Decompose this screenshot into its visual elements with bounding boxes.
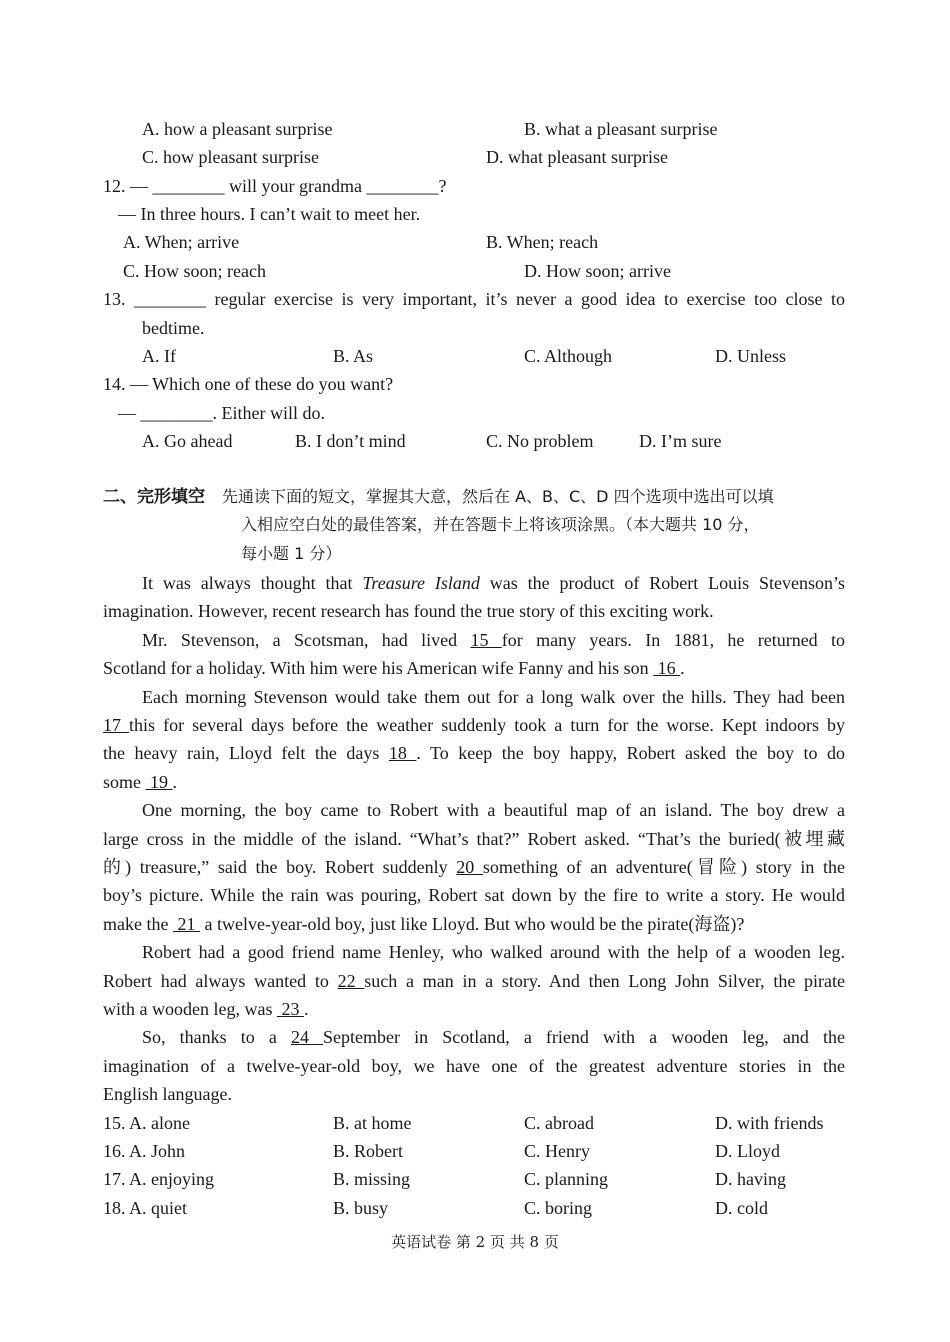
- passage-p2-line1: Mr. Stevenson, a Scotsman, had lived 15 for many years. In 1881, he returned to: [142, 630, 846, 650]
- q12-option-c: C. How soon; reach: [123, 261, 266, 281]
- q15-option-b: B. at home: [333, 1113, 412, 1133]
- page-footer: 英语试卷 第 2 页 共 8 页: [391, 1233, 559, 1251]
- q17-option-c: C. planning: [524, 1169, 608, 1189]
- q12-stem: 12. — ________ will your grandma ________?: [103, 176, 447, 196]
- blank-16: 16: [653, 658, 681, 678]
- q11-option-d: D. what pleasant surprise: [486, 147, 668, 167]
- q12-reply: — In three hours. I can’t wait to meet her.: [118, 204, 421, 224]
- q12-option-d: D. How soon; arrive: [524, 261, 671, 281]
- passage-p3-line2: 17 this for several days before the weather suddenly took a turn for the worse. Kept indoors by: [103, 715, 846, 735]
- blank-24: 24: [290, 1027, 324, 1047]
- passage-p4-line2: large cross in the middle of the island. “What’s that?” Robert asked. “That’s the buried(被埋藏: [103, 829, 845, 849]
- passage-p5-line3: with a wooden leg, was 23 .: [103, 999, 309, 1019]
- q18-option-b: B. busy: [333, 1198, 389, 1218]
- q15-option-c: C. abroad: [524, 1113, 594, 1133]
- blank-15: 15: [470, 630, 502, 650]
- q11-option-c: C. how pleasant surprise: [142, 147, 319, 167]
- section-instructions-3: 每小题 1 分）: [241, 544, 342, 563]
- q17-option-d: D. having: [715, 1169, 786, 1189]
- q12-option-b: B. When; reach: [486, 232, 599, 252]
- passage-p3-line3: the heavy rain, Lloyd felt the days 18 . To keep the boy happy, Robert asked the boy to do: [103, 743, 846, 763]
- passage-p6-line2: imagination of a twelve-year-old boy, we have one of the greatest adventure stories in the: [103, 1056, 845, 1076]
- q13-option-a: A. If: [142, 346, 176, 366]
- q14-stem: 14. — Which one of these do you want?: [103, 374, 394, 394]
- passage-p5-line1: Robert had a good friend name Henley, who walked around with the help of a wooden leg.: [142, 942, 845, 962]
- passage-p3-line4: some 19 .: [103, 772, 177, 792]
- blank-21: 21: [172, 914, 200, 934]
- q18-option-c: C. boring: [524, 1198, 593, 1218]
- blank-17: 17: [103, 715, 130, 735]
- blank-18: 18: [388, 743, 417, 763]
- q13-stem-cont: bedtime.: [142, 318, 205, 338]
- section-title: 二、完形填空: [103, 487, 205, 507]
- blank-23: 23: [276, 999, 304, 1019]
- q14-reply: — ________. Either will do.: [118, 403, 325, 423]
- passage-p4-line1: One morning, the boy came to Robert with a beautiful map of an island. The boy drew a: [142, 800, 845, 820]
- passage-p4-line4: boy’s picture. While the rain was pouring, Robert sat down by the fire to write a story. He would: [103, 885, 845, 905]
- q13-option-c: C. Although: [524, 346, 613, 366]
- q11-option-a: A. how a pleasant surprise: [142, 119, 333, 139]
- passage-p1-line2: imagination. However, recent research has found the true story of this exciting work.: [103, 601, 714, 621]
- blank-22: 22: [337, 971, 365, 991]
- q18-option-d: D. cold: [715, 1198, 768, 1218]
- q13-option-b: B. As: [333, 346, 374, 366]
- q14-option-d: D. I’m sure: [639, 431, 722, 451]
- q15-option-a: 15. A. alone: [103, 1113, 190, 1133]
- blank-19: 19: [145, 772, 173, 792]
- passage-p1-line1: It was always thought that Treasure Island was the product of Robert Louis Stevenson’s: [142, 573, 845, 593]
- q17-option-a: 17. A. enjoying: [103, 1169, 214, 1189]
- q16-option-b: B. Robert: [333, 1141, 403, 1161]
- q18-option-a: 18. A. quiet: [103, 1198, 187, 1218]
- blank-20: 20: [456, 857, 483, 877]
- q17-option-b: B. missing: [333, 1169, 411, 1189]
- q16-option-d: D. Lloyd: [715, 1141, 780, 1161]
- section-instructions-1: 先通读下面的短文，掌握其大意，然后在 A、B、C、D 四个选项中选出可以填: [222, 487, 774, 506]
- section-instructions-2: 入相应空白处的最佳答案，并在答题卡上将该项涂黑。（本大题共 10 分，: [241, 515, 760, 534]
- q11-option-b: B. what a pleasant surprise: [524, 119, 718, 139]
- book-title: Treasure Island: [362, 573, 480, 593]
- passage-p3-line1: Each morning Stevenson would take them out for a long walk over the hills. They had been: [142, 687, 845, 707]
- passage-p2-line2: Scotland for a holiday. With him were his American wife Fanny and his son 16 .: [103, 658, 685, 678]
- passage-p4-line5: make the 21 a twelve-year-old boy, just like Lloyd. But who would be the pirate(海盗)?: [103, 914, 745, 934]
- passage-p6-line3: English language.: [103, 1084, 232, 1104]
- q15-option-d: D. with friends: [715, 1113, 824, 1133]
- q14-option-c: C. No problem: [486, 431, 594, 451]
- q13-option-d: D. Unless: [715, 346, 786, 366]
- passage-p4-line3: 的) treasure,” said the boy. Robert suddenly 20 something of an adventure(冒险) story in the: [103, 857, 846, 877]
- q14-option-b: B. I don’t mind: [295, 431, 406, 451]
- q16-option-a: 16. A. John: [103, 1141, 186, 1161]
- passage-p6-line1: So, thanks to a 24 September in Scotland, a friend with a wooden leg, and the: [142, 1027, 846, 1047]
- q12-option-a: A. When; arrive: [123, 232, 240, 252]
- q16-option-c: C. Henry: [524, 1141, 590, 1161]
- passage-p5-line2: Robert had always wanted to 22 such a man in a story. And then Long John Silver, the pirate: [103, 971, 846, 991]
- q13-stem: 13. ________ regular exercise is very important, it’s never a good idea to exercise too close to: [103, 289, 845, 309]
- q14-option-a: A. Go ahead: [142, 431, 233, 451]
